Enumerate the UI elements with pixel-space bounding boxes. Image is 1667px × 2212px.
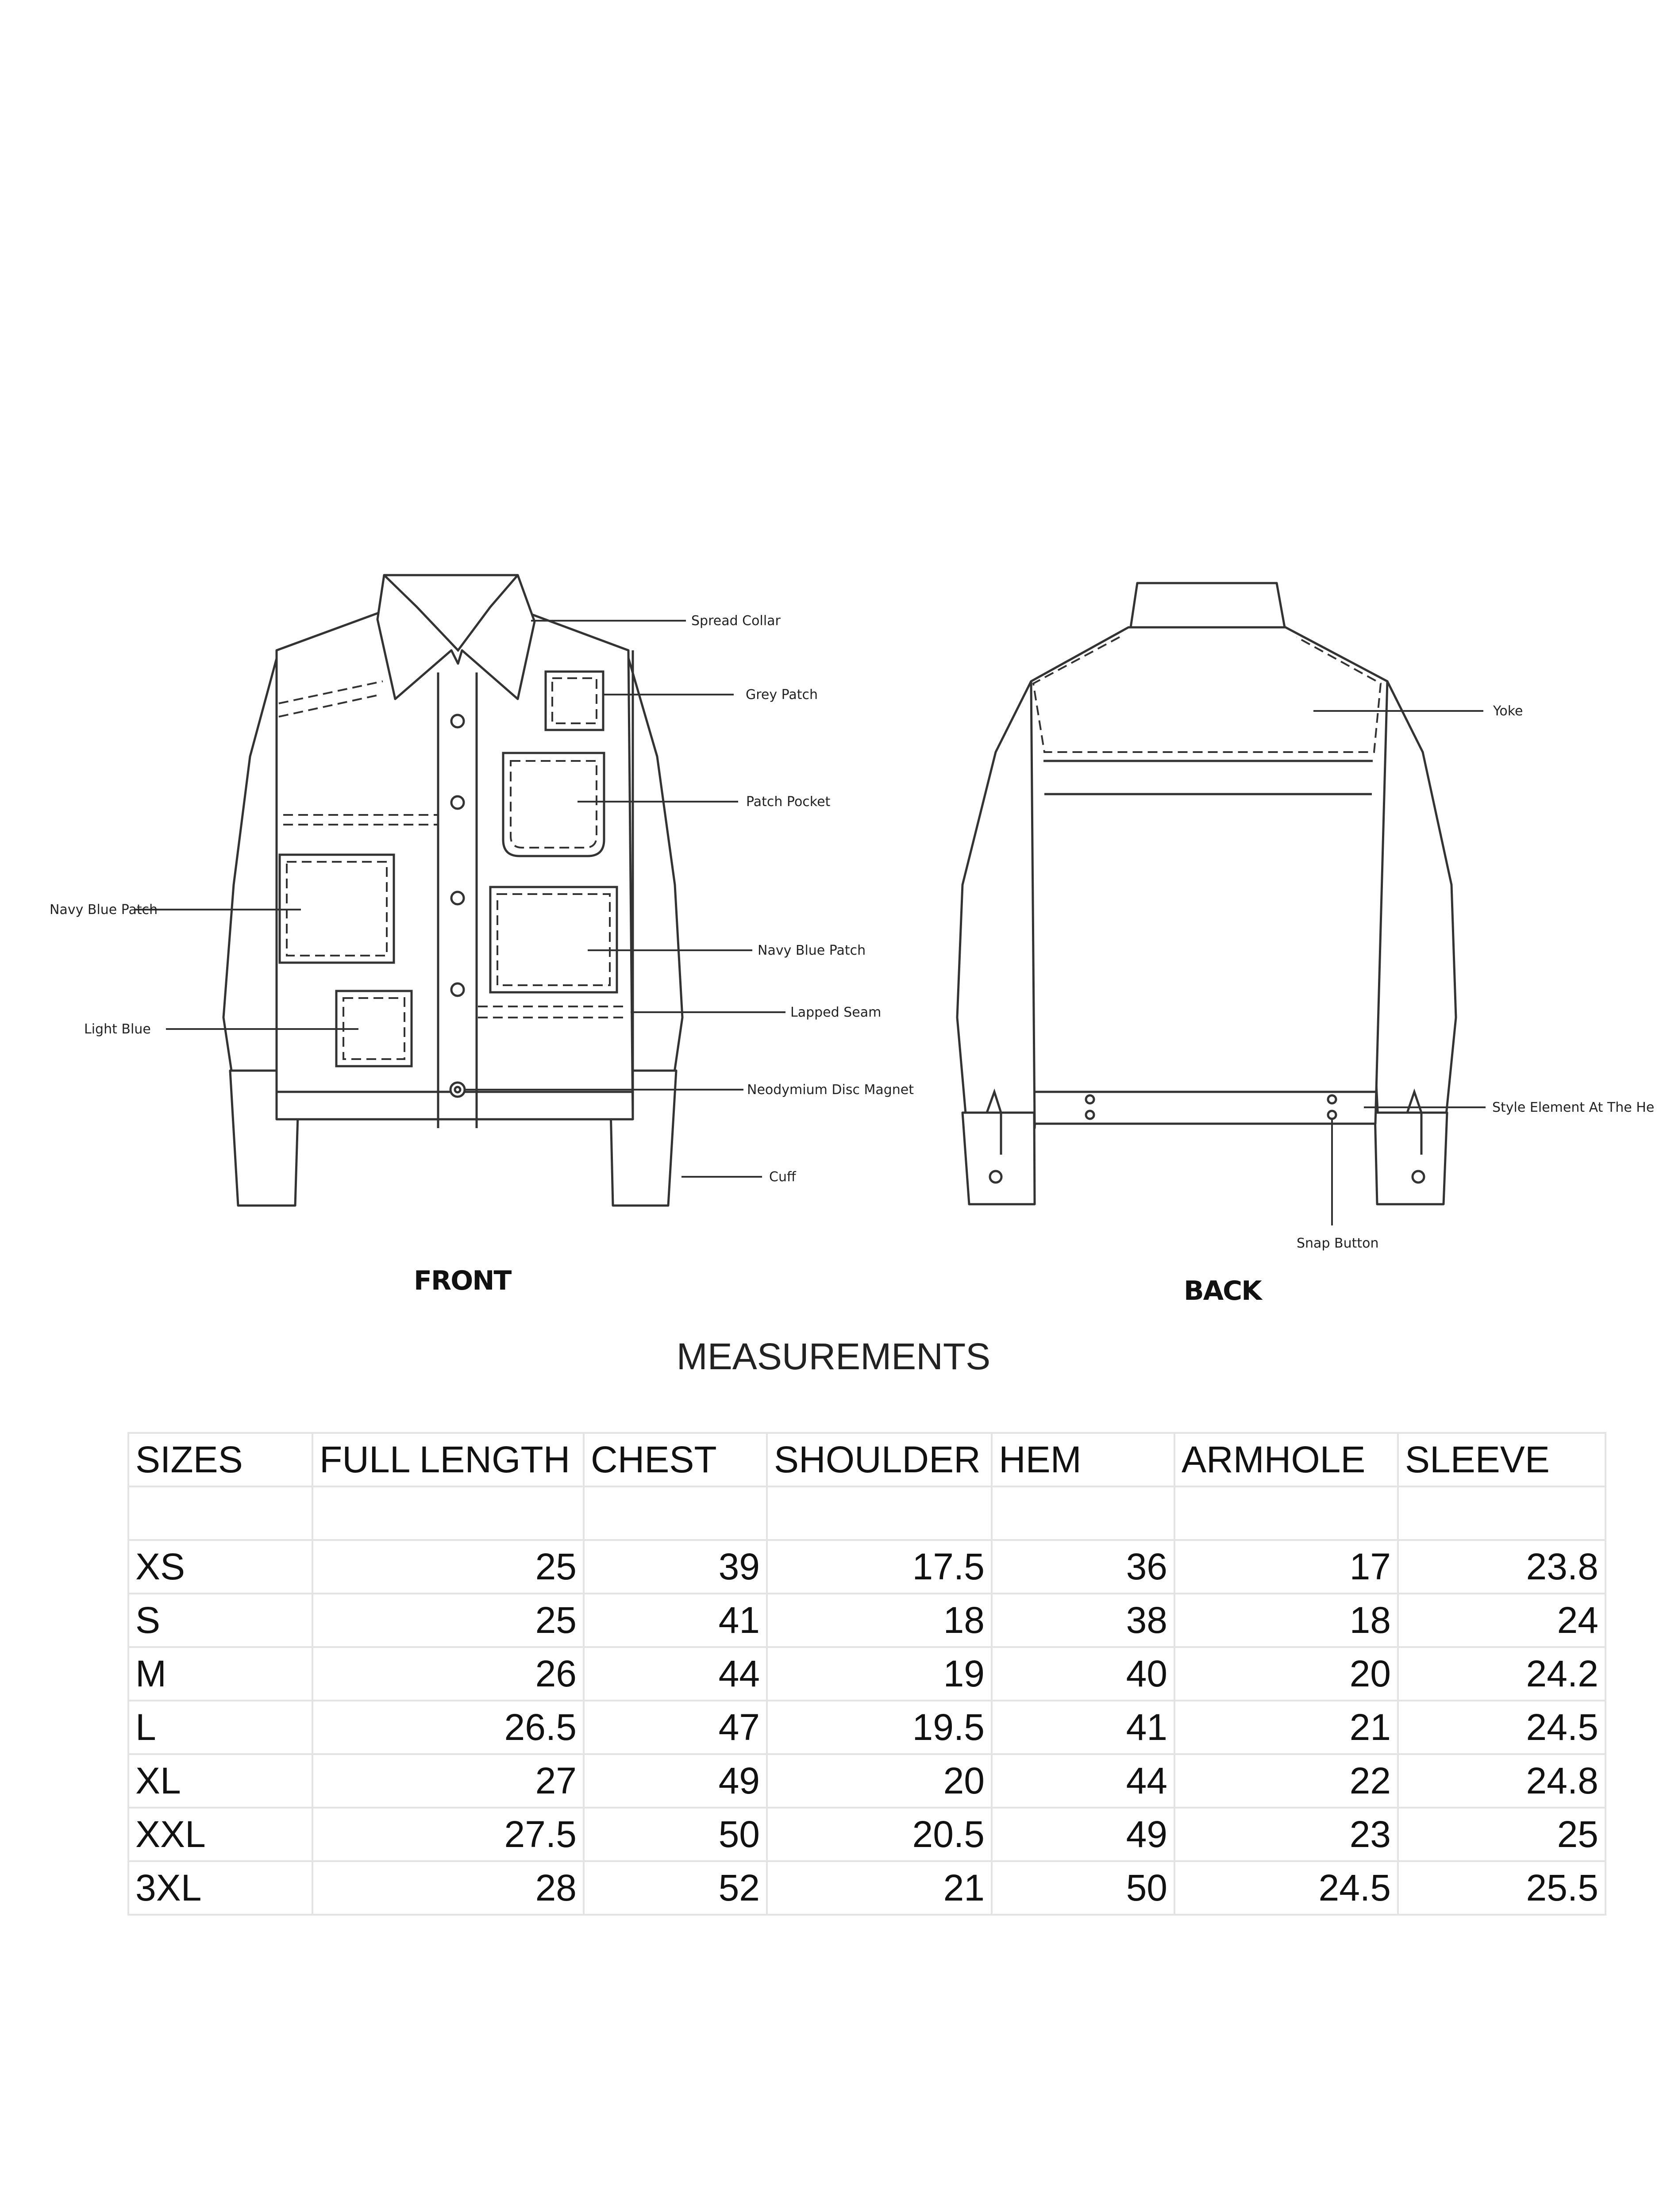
table-cell: 18: [767, 1594, 992, 1647]
table-cell: 27: [312, 1754, 584, 1808]
table-cell: 23.8: [1398, 1540, 1605, 1594]
table-cell: 25: [312, 1540, 584, 1594]
callout-navy-blue-patch-right: Navy Blue Patch: [758, 943, 866, 958]
col-header-shoulder: SHOULDER: [767, 1433, 992, 1486]
callout-snap-button: Snap Button: [1297, 1236, 1379, 1251]
table-cell: 44: [584, 1647, 767, 1701]
table-cell: 41: [992, 1701, 1174, 1754]
size-cell: S: [128, 1594, 312, 1647]
table-cell: 24.8: [1398, 1754, 1605, 1808]
table-cell: 17: [1174, 1540, 1398, 1594]
table-empty-row: [128, 1486, 1605, 1540]
table-cell: 49: [584, 1754, 767, 1808]
size-cell: M: [128, 1647, 312, 1701]
size-chart-table: [127, 1432, 1606, 1916]
col-header-full-length: FULL LENGTH: [312, 1433, 584, 1486]
table-cell: 36: [992, 1540, 1174, 1594]
table-row: [128, 1540, 1605, 1594]
table-cell: 23: [1174, 1808, 1398, 1861]
table-cell: 40: [992, 1647, 1174, 1701]
col-header-sleeve: SLEEVE: [1398, 1433, 1605, 1486]
table-cell: 24.2: [1398, 1647, 1605, 1701]
table-header-row: [128, 1433, 1605, 1486]
back-left-cuff: [962, 1113, 1035, 1204]
table-cell: 28: [312, 1861, 584, 1915]
table-cell: 50: [992, 1861, 1174, 1915]
table-cell: 25: [1398, 1808, 1605, 1861]
col-header-chest: CHEST: [584, 1433, 767, 1486]
table-cell: 25: [312, 1594, 584, 1647]
front-label: FRONT: [414, 1265, 511, 1296]
table-cell: 52: [584, 1861, 767, 1915]
size-cell: 3XL: [128, 1861, 312, 1915]
callout-style-element: Style Element At The He: [1492, 1100, 1655, 1115]
table-row: [128, 1861, 1605, 1915]
table-cell: 27.5: [312, 1808, 584, 1861]
table-cell: 25.5: [1398, 1861, 1605, 1915]
table-cell: 21: [767, 1861, 992, 1915]
table-cell: 47: [584, 1701, 767, 1754]
callout-cuff: Cuff: [769, 1169, 796, 1185]
callout-spread-collar: Spread Collar: [691, 613, 781, 629]
measurements-title: MEASUREMENTS: [676, 1336, 991, 1377]
table-row: [128, 1594, 1605, 1647]
table-cell: 44: [992, 1754, 1174, 1808]
col-header-armhole: ARMHOLE: [1174, 1433, 1398, 1486]
table-cell: 24.5: [1174, 1861, 1398, 1915]
callout-grey-patch: Grey Patch: [746, 687, 818, 703]
table-cell: 20: [1174, 1647, 1398, 1701]
callout-magnet: Neodymium Disc Magnet: [747, 1082, 914, 1098]
table-cell: 19.5: [767, 1701, 992, 1754]
callout-light-blue: Light Blue: [84, 1022, 151, 1037]
table-cell: 26: [312, 1647, 584, 1701]
back-right-cuff: [1375, 1113, 1447, 1204]
back-label: BACK: [1184, 1275, 1261, 1306]
col-header-hem: HEM: [992, 1433, 1174, 1486]
size-cell: XS: [128, 1540, 312, 1594]
table-cell: 19: [767, 1647, 992, 1701]
table-cell: 38: [992, 1594, 1174, 1647]
table-cell: 18: [1174, 1594, 1398, 1647]
table-cell: 20.5: [767, 1808, 992, 1861]
callout-lapped-seam: Lapped Seam: [790, 1005, 882, 1020]
table-cell: 50: [584, 1808, 767, 1861]
table-cell: 24.5: [1398, 1701, 1605, 1754]
size-cell: XXL: [128, 1808, 312, 1861]
table-row: [128, 1808, 1605, 1861]
size-cell: XL: [128, 1754, 312, 1808]
front-jacket-drawing: [223, 575, 682, 1206]
callout-navy-blue-patch-left: Navy Blue Patch: [50, 902, 158, 918]
table-row: [128, 1647, 1605, 1701]
table-cell: 26.5: [312, 1701, 584, 1754]
table-cell: 41: [584, 1594, 767, 1647]
size-cell: L: [128, 1701, 312, 1754]
callout-yoke: Yoke: [1493, 703, 1523, 719]
table-row: [128, 1754, 1605, 1808]
table-cell: 24: [1398, 1594, 1605, 1647]
table-cell: 39: [584, 1540, 767, 1594]
table-row: [128, 1701, 1605, 1754]
back-jacket-drawing: [957, 583, 1456, 1204]
table-cell: 21: [1174, 1701, 1398, 1754]
table-cell: 22: [1174, 1754, 1398, 1808]
table-cell: 20: [767, 1754, 992, 1808]
table-cell: 17.5: [767, 1540, 992, 1594]
table-cell: 49: [992, 1808, 1174, 1861]
callout-patch-pocket: Patch Pocket: [746, 794, 831, 810]
back-collar: [1131, 583, 1285, 627]
col-header-sizes: SIZES: [128, 1433, 312, 1486]
snap-button: [1328, 1095, 1336, 1103]
